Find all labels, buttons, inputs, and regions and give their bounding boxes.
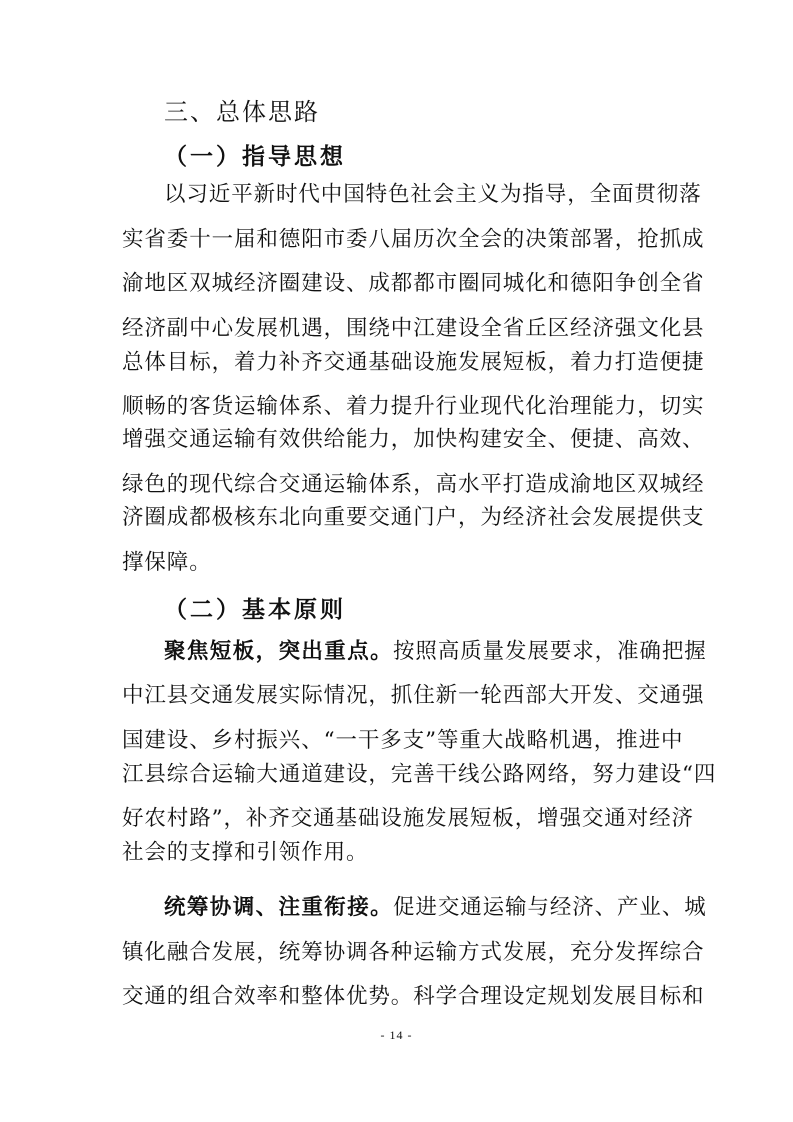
page-number: - 14 - (380, 1028, 413, 1042)
principle-1-first-line-rest: 按照高质量发展要求，准确把握 (393, 639, 707, 664)
paragraph-line: 交通的组合效率和整体优势。科学合理设定规划发展目标和 (122, 984, 705, 1009)
paragraph-line: 国建设、乡村振兴、“一干多支”等重大战略机遇，推进中 (122, 728, 684, 753)
paragraph-line: 顺畅的客货运输体系、着力提升行业现代化治理能力，切实 (122, 394, 705, 419)
paragraph-line: 中江县交通发展实际情况，抓住新一轮西部大开发、交通强 (122, 683, 705, 708)
paragraph-line: 济圈成都极核东北向重要交通门户，为经济社会发展提供支 (122, 505, 705, 530)
paragraph-line: 经济副中心发展机遇，围绕中江建设全省丘区经济强文化县 (122, 316, 705, 341)
section-heading: 三、总体思路 (164, 98, 320, 126)
paragraph-line: 社会的支撑和引领作用。 (122, 840, 369, 865)
paragraph-line: 镇化融合发展，统筹协调各种运输方式发展，充分发挥综合 (122, 940, 705, 965)
principle-1-lead: 聚焦短板，突出重点。 (164, 639, 394, 664)
principle-2-first-line (164, 893, 707, 923)
principle-2-first-line-rest: 促进交通运输与经济、产业、城 (393, 895, 707, 920)
paragraph-line: 实省委十一届和德阳市委八届历次全会的决策部署，抢抓成 (122, 227, 705, 252)
principle-1-first-line (164, 637, 707, 667)
paragraph-line: 渝地区双城经济圈建设、成都都市圈同城化和德阳争创全省 (122, 271, 705, 296)
paragraph-line: 总体目标，着力补齐交通基础设施发展短板，着力打造便捷 (122, 350, 705, 375)
paragraph-line: 好农村路”，补齐交通基础设施发展短板，增强交通对经济 (122, 806, 694, 831)
paragraph-line: 绿色的现代综合交通运输体系，高水平打造成渝地区双城经 (122, 472, 705, 497)
paragraph-line: 以习近平新时代中国特色社会主义为指导，全面贯彻落 (164, 182, 702, 207)
subsection-title-guiding-ideology: （一）指导思想 (164, 144, 346, 170)
principle-2-lead: 统筹协调、注重衔接。 (164, 895, 394, 920)
subsection-title-basic-principles: （二）基本原则 (164, 597, 346, 623)
paragraph-line: 增强交通运输有效供给能力，加快构建安全、便捷、高效、 (122, 427, 705, 452)
paragraph-line: 撑保障。 (122, 550, 212, 575)
paragraph-line: 江县综合运输大通道建设，完善干线公路网络，努力建设“四 (122, 762, 717, 787)
